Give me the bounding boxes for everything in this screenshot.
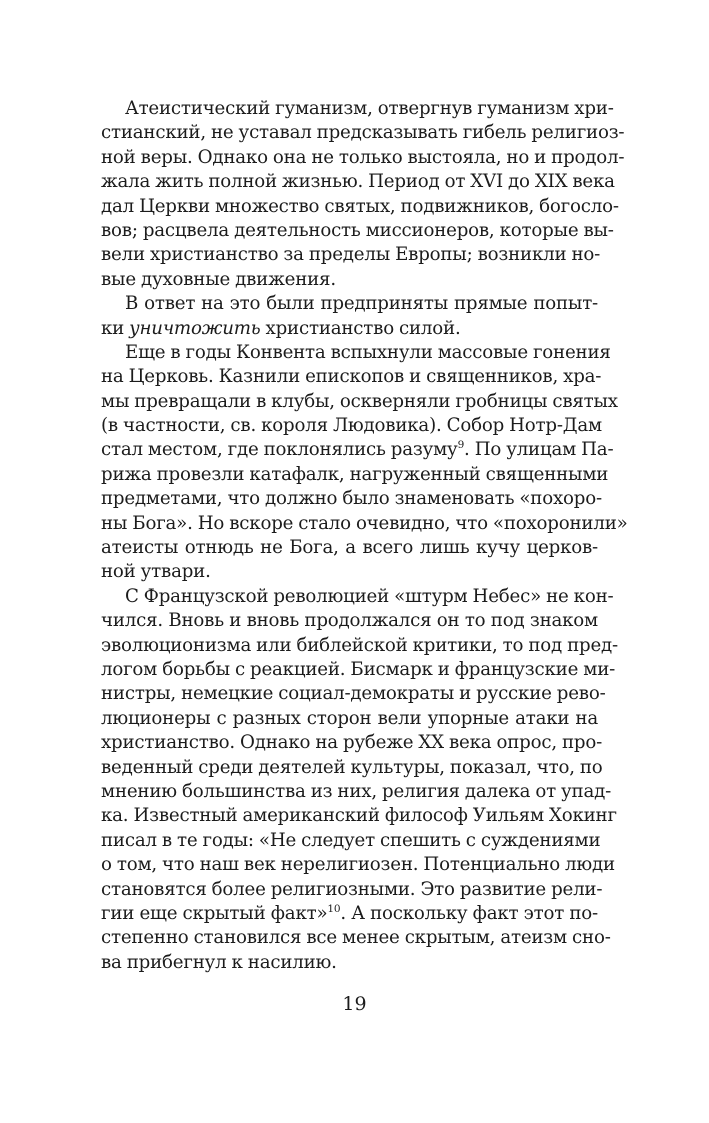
text-segment: . По улицам Па-	[464, 439, 614, 461]
page-number: 19	[342, 993, 367, 1015]
text-line: стианский, не уставал предсказывать гибель религиоз-	[101, 122, 625, 144]
text-line: жала жить полной жизнью. Период от XVI до XIX века	[101, 171, 615, 193]
text-segment: гии еще скрытый факт»	[101, 902, 328, 924]
text-line: Атеистический гуманизм, отвергнув гуманизм хри-	[125, 98, 614, 119]
text-line: рижа провезли катафалк, нагруженный священными	[101, 463, 609, 485]
text-line: веденный среди деятелей культуры, показал, что, по	[101, 756, 603, 778]
text-line: вели христианство за пределы Европы; возникли но-	[101, 244, 601, 266]
footnote-marker: 10	[327, 902, 341, 915]
text-line	[101, 902, 598, 926]
text-line: вов; расцвела деятельность миссионеров, которые вы-	[101, 219, 614, 241]
text-segment: стал местом, где поклонялись разуму	[101, 439, 458, 461]
text-line: эволюционизма или библейской критики, то под пред-	[101, 634, 618, 656]
text-line: писал в те годы: «Не следует спешить с суждениями	[101, 829, 601, 851]
text-line: мы превращали в клубы, оскверняли гробницы святых	[101, 390, 618, 412]
text-line: С Французской революцией «штурм Небес» не кон-	[125, 585, 614, 607]
footnote-marker: 9	[457, 439, 465, 452]
text-line: мнению большинства из них, религия далека от упад-	[101, 780, 612, 802]
text-line: атеисты отнюдь не Бога, а всего лишь кучу церков-	[101, 537, 598, 559]
body-text	[101, 97, 628, 975]
text-segment: ки	[101, 317, 130, 339]
text-line: на Церковь. Казнили епископов и священников, хра-	[101, 366, 602, 388]
text-line: дал Церкви множество святых, подвижников, богосло-	[101, 195, 619, 217]
text-line: чился. Вновь и вновь продолжался он то под знаком	[101, 610, 598, 632]
text-line: христианство. Однако на рубеже XX века опрос, про-	[101, 732, 603, 754]
text-line: логом борьбы с реакцией. Бисмарк и французские ми-	[101, 658, 616, 680]
text-segment: христианство силой.	[260, 317, 461, 339]
text-line: Еще в годы Конвента вспыхнули массовые гонения	[125, 341, 611, 363]
text-line: вые духовные движения.	[101, 268, 336, 290]
text-segment: . А поскольку факт этот по-	[340, 902, 598, 924]
text-line	[101, 438, 614, 462]
text-line: люционеры с разных сторон вели упорные атаки на	[101, 707, 598, 729]
text-line: о том, что наш век нерелигиозен. Потенциально люди	[101, 854, 615, 876]
italic-emphasis: уничтожить	[129, 317, 261, 339]
text-line	[101, 317, 598, 341]
text-line: предметами, что должно было знаменовать «похоро-	[101, 488, 602, 510]
text-line: (в частности, св. короля Людовика). Собор Нотр-Дам	[101, 415, 602, 437]
text-line: ва прибегнул к насилию.	[101, 951, 337, 973]
text-line: ной утвари.	[101, 561, 211, 583]
text-line: степенно становился все менее скрытым, атеизм сно-	[101, 927, 611, 949]
text-line: становятся более религиозными. Это развитие рели-	[101, 878, 603, 900]
text-line: ны Бога». Но вскоре стало очевидно, что «похоронили»	[101, 512, 628, 534]
text-line: В ответ на это были предприняты прямые попыт-	[125, 293, 598, 315]
text-line: ка. Известный американский философ Уильям Хокинг	[101, 805, 617, 827]
text-line: нистры, немецкие социал-демократы и русские рево-	[101, 683, 606, 705]
text-line: ной веры. Однако она не только выстояла, но и продол-	[101, 146, 625, 168]
